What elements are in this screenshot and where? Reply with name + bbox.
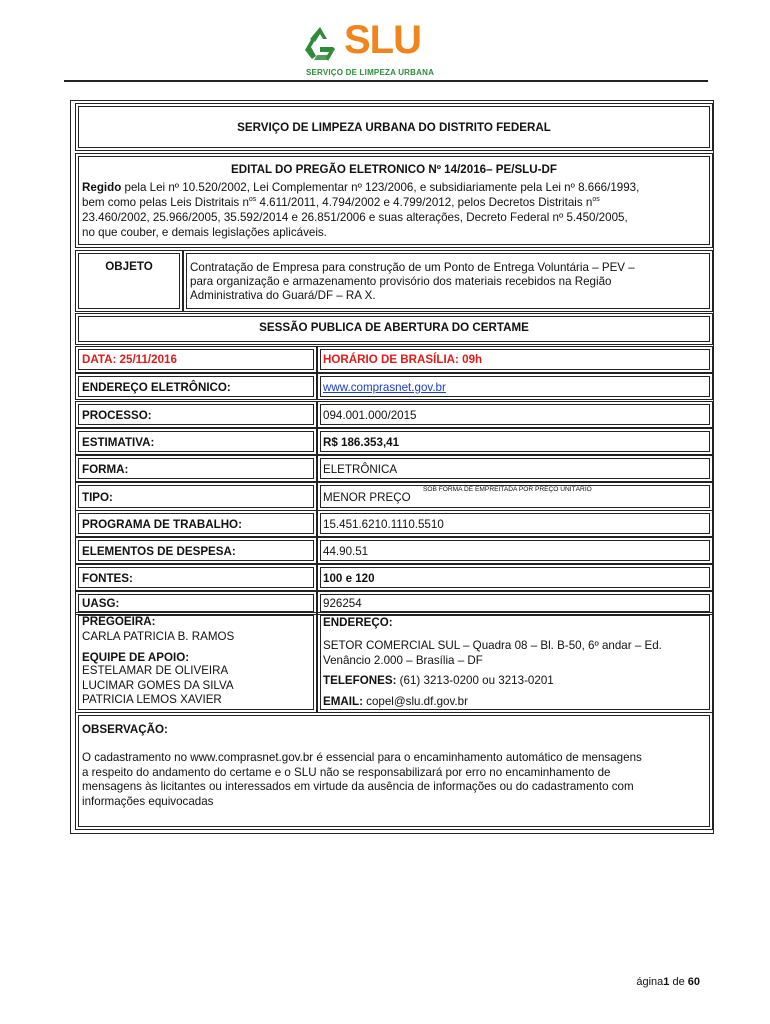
page-separator: de bbox=[669, 976, 688, 988]
regido-line-4: no que couber, e demais legislações aplicáveis. bbox=[82, 226, 327, 239]
equipe-label: EQUIPE DE APOIO: bbox=[82, 651, 190, 664]
contact-endereco-line-1: SETOR COMERCIAL SUL – Quadra 08 – Bl. B-50, 6º andar – Ed. bbox=[323, 639, 662, 652]
horario-label: HORÁRIO DE BRASÍLIA: 09h bbox=[323, 353, 483, 366]
processo-label: PROCESSO: bbox=[82, 409, 152, 422]
objeto-label: OBJETO bbox=[105, 260, 153, 273]
regido-line-2 bbox=[82, 196, 600, 210]
observacao-label: OBSERVAÇÃO: bbox=[82, 723, 168, 736]
equipe-member-2: LUCIMAR GOMES DA SILVA bbox=[82, 679, 234, 692]
fontes-value-cell bbox=[320, 567, 710, 588]
elementos-value-cell bbox=[320, 540, 710, 561]
contact-endereco-line-2: Venâncio 2.000 – Brasília – DF bbox=[323, 654, 483, 667]
objeto-line-2: para organização e armazenamento provisório dos materiais recebidos na Região bbox=[190, 275, 612, 288]
elementos-label: ELEMENTOS DE DESPESA: bbox=[82, 545, 236, 558]
email-label: EMAIL: bbox=[323, 695, 363, 708]
regido-bold: Regido bbox=[82, 181, 122, 194]
observacao-line-1: O cadastramento no www.comprasnet.gov.br é essencial para o encaminhamento automático de mensagens bbox=[82, 751, 642, 764]
observacao-line-4: informações equivocadas bbox=[82, 795, 214, 808]
sessao-title: SESSÃO PUBLICA DE ABERTURA DO CERTAME bbox=[259, 321, 529, 334]
email-line bbox=[323, 695, 468, 709]
objeto-line-3: Administrativa do Guará/DF – RA X. bbox=[190, 289, 376, 302]
regido-line-1 bbox=[82, 181, 639, 195]
estimativa-label: ESTIMATIVA: bbox=[82, 436, 155, 449]
regido-text-2a: bem como pelas Leis Distritais n bbox=[82, 196, 249, 209]
equipe-member-1: ESTELAMAR DE OLIVEIRA bbox=[82, 664, 229, 677]
regido-text-1: pela Lei nº 10.520/2002, Lei Complementar nº 123/2006, e subsidiariamente pela Lei nº 8.666/1993, bbox=[121, 181, 640, 194]
programa-value: 15.451.6210.1110.5510 bbox=[323, 518, 444, 531]
observacao-line-2: a respeito do andamento do certame e o SLU não se responsabilizará por erro no encaminhamento de bbox=[82, 766, 611, 779]
page-total: 60 bbox=[687, 976, 700, 988]
telefones-label: TELEFONES: bbox=[323, 674, 397, 687]
tipo-note: SOB FORMA DE EMPREITADA POR PREÇO UNITÁRIO bbox=[423, 486, 592, 493]
email-value: copel@slu.df.gov.br bbox=[362, 695, 468, 708]
endereco-eletronico-label: ENDEREÇO ELETRÔNICO: bbox=[82, 381, 231, 394]
tipo-value: MENOR PREÇO bbox=[323, 491, 411, 504]
objeto-line-1: Contratação de Empresa para construção de um Ponto de Entrega Voluntária – PEV – bbox=[190, 261, 635, 274]
uasg-label: UASG: bbox=[82, 597, 120, 610]
regido-text-2b: 4.611/2011, 4.794/2002 e 4.799/2012, pelos Decretos Distritais n bbox=[256, 196, 593, 209]
estimativa-value: R$ 186.353,41 bbox=[323, 436, 400, 449]
regido-line-3: 23.460/2002, 25.966/2005, 35.592/2014 e 26.851/2006 e suas alterações, Decreto Federal nº 5.450/2005, bbox=[82, 211, 628, 224]
logo-word: SLU bbox=[344, 18, 421, 62]
tipo-label: TIPO: bbox=[82, 491, 113, 504]
regido-sup-1: os bbox=[248, 196, 257, 203]
page-prefix: ágina bbox=[636, 976, 664, 988]
equipe-member-3: PATRICIA LEMOS XAVIER bbox=[82, 693, 222, 706]
data-label: DATA: 25/11/2016 bbox=[82, 353, 177, 366]
tipo-cell bbox=[78, 485, 314, 508]
pregoeira-label: PREGOEIRA: bbox=[82, 615, 156, 628]
slu-logo bbox=[300, 18, 440, 80]
forma-label: FORMA: bbox=[82, 463, 129, 476]
elementos-value: 44.90.51 bbox=[323, 545, 369, 558]
page-number bbox=[636, 976, 700, 988]
regido-sup-2: os bbox=[592, 196, 600, 203]
fontes-label: FONTES: bbox=[82, 572, 133, 585]
page-current: 1 bbox=[663, 976, 670, 988]
uasg-value-cell bbox=[320, 594, 710, 612]
telefones-value: (61) 3213-0200 ou 3213-0201 bbox=[396, 674, 554, 687]
comprasnet-link[interactable]: www.comprasnet.gov.br bbox=[323, 381, 446, 394]
forma-value: ELETRÔNICA bbox=[323, 463, 398, 476]
edital-title: EDITAL DO PREGÃO ELETRONICO Nº 14/2016– PE/SLU-DF bbox=[231, 163, 557, 176]
logo-subtitle: SERVIÇO DE LIMPEZA URBANA bbox=[305, 68, 435, 77]
processo-value: 094.001.000/2015 bbox=[323, 409, 417, 422]
recycle-icon bbox=[300, 24, 340, 64]
pregoeira-name: CARLA PATRICIA B. RAMOS bbox=[82, 630, 235, 643]
telefones-line bbox=[323, 674, 554, 688]
header-rule bbox=[64, 80, 708, 82]
contact-endereco-label: ENDEREÇO: bbox=[323, 616, 393, 629]
fontes-value: 100 e 120 bbox=[323, 572, 375, 585]
uasg-value: 926254 bbox=[323, 597, 362, 610]
header-title: SERVIÇO DE LIMPEZA URBANA DO DISTRITO FEDERAL bbox=[237, 121, 551, 134]
programa-label: PROGRAMA DE TRABALHO: bbox=[82, 518, 242, 531]
observacao-line-3: mensagens às licitantes ou interessados em virtude da ausência de informações ou do cadastramento com bbox=[82, 780, 634, 793]
